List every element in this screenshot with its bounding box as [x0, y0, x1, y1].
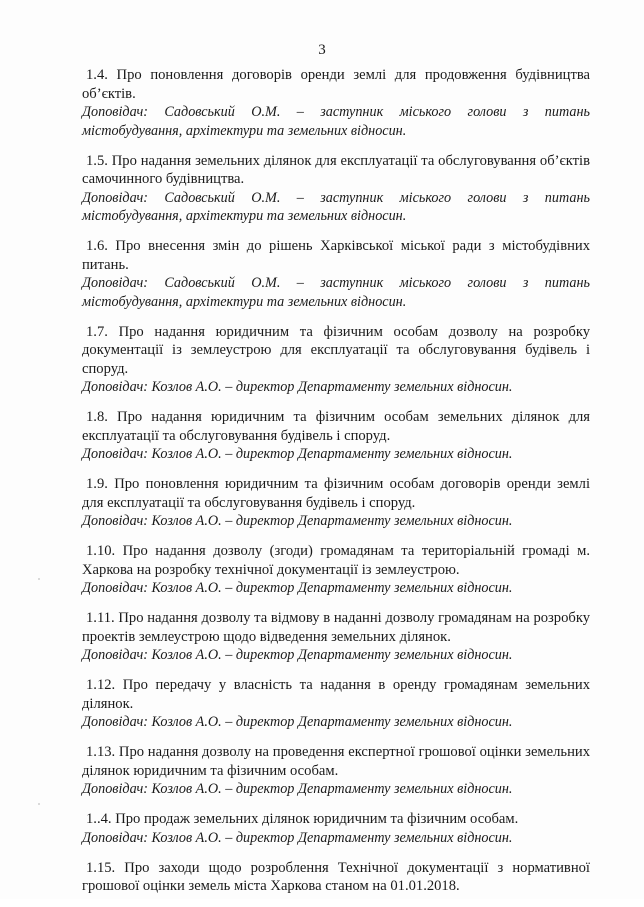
agenda-item-speaker: Доповідач: Козлов А.О. – директор Департаменту земельних відносин. — [82, 781, 513, 797]
agenda-item — [82, 810, 590, 847]
agenda-item — [82, 676, 590, 732]
agenda-item — [82, 408, 590, 464]
agenda-item — [82, 859, 590, 896]
agenda-item-title: 1.9. Про поновлення юридичним та фізичним особам договорів оренди землі для експлуатації та обслуговування будівель і споруд. — [82, 476, 590, 511]
agenda-items — [82, 66, 590, 907]
scan-speck — [38, 803, 40, 805]
agenda-item — [82, 152, 590, 226]
agenda-item-speaker: Доповідач: Козлов А.О. – директор Департаменту земельних відносин. — [82, 714, 513, 730]
agenda-item-speaker: Доповідач: Козлов А.О. – директор Департаменту земельних відносин. — [82, 580, 513, 596]
agenda-item-title: 1.11. Про надання дозволу та відмову в наданні дозволу громадянам на розробку проектів землеустрою щодо відведення земельних ділянок. — [82, 610, 590, 645]
agenda-item-speaker: Доповідач: Козлов А.О. – директор Департаменту земельних відносин. — [82, 379, 513, 395]
agenda-item — [82, 609, 590, 665]
agenda-item-title: 1..4. Про продаж земельних ділянок юридичним та фізичним особам. — [86, 811, 519, 827]
agenda-item-title: 1.13. Про надання дозволу на проведення експертної грошової оцінки земельних ділянок юридичним та фізичним особам. — [82, 744, 590, 779]
agenda-item-speaker: Доповідач: Садовський О.М. – заступник міського голови з питань містобудування, архітектури та земельних відносин. — [82, 189, 590, 224]
agenda-item-speaker: Доповідач: Козлов А.О. – директор Департаменту земельних відносин. — [82, 829, 513, 846]
agenda-item-speaker: Доповідач: Садовський О.М. – заступник міського голови з питань містобудування, архітектури та земельних відносин. — [82, 275, 590, 310]
agenda-item-speaker: Доповідач: Садовський О.М. – заступник міського голови з питань містобудування, архітектури та земельних відносин. — [82, 104, 590, 139]
agenda-item-speaker: Доповідач: Козлов А.О. – директор Департаменту земельних відносин. — [82, 647, 513, 663]
scan-speck — [38, 578, 40, 580]
agenda-item-title: 1.8. Про надання юридичним та фізичним особам земельних ділянок для експлуатації та обслуговування будівель і споруд. — [82, 409, 590, 444]
agenda-item-title: 1.6. Про внесення змін до рішень Харківської міської ради з містобудівних питань. — [82, 238, 590, 273]
agenda-item-speaker: Доповідач: Козлов А.О. – директор Департаменту земельних відносин. — [82, 446, 513, 462]
page-number: 3 — [318, 42, 326, 58]
agenda-item-title: 1.4. Про поновлення договорів оренди землі для продовження будівництва об’єктів. — [82, 67, 590, 102]
agenda-item — [82, 542, 590, 598]
agenda-item-title: 1.5. Про надання земельних ділянок для експлуатації та обслуговування об’єктів самочинного будівництва. — [82, 152, 590, 187]
agenda-item — [82, 66, 590, 140]
agenda-item — [82, 237, 590, 311]
agenda-item — [82, 323, 590, 397]
agenda-item — [82, 743, 590, 799]
agenda-item-speaker: Доповідач: Козлов А.О. – директор Департаменту земельних відносин. — [82, 513, 513, 529]
agenda-item — [82, 475, 590, 531]
agenda-item-title: 1.7. Про надання юридичним та фізичним особам дозволу на розробку документації із землеустрою для експлуатації та обслуговування будівель і споруд. — [82, 323, 590, 377]
agenda-item-title: 1.12. Про передачу у власність та надання в оренду громадянам земельних ділянок. — [82, 677, 590, 712]
agenda-item-title: 1.10. Про надання дозволу (згоди) громадянам та територіальній громаді м. Харкова на розробку технічної документації із землеустрою. — [82, 543, 590, 578]
agenda-item-title: 1.15. Про заходи щодо розроблення Технічної документації з нормативної грошової оцінки земель міста Харкова станом на 01.01.2018. — [82, 859, 590, 894]
